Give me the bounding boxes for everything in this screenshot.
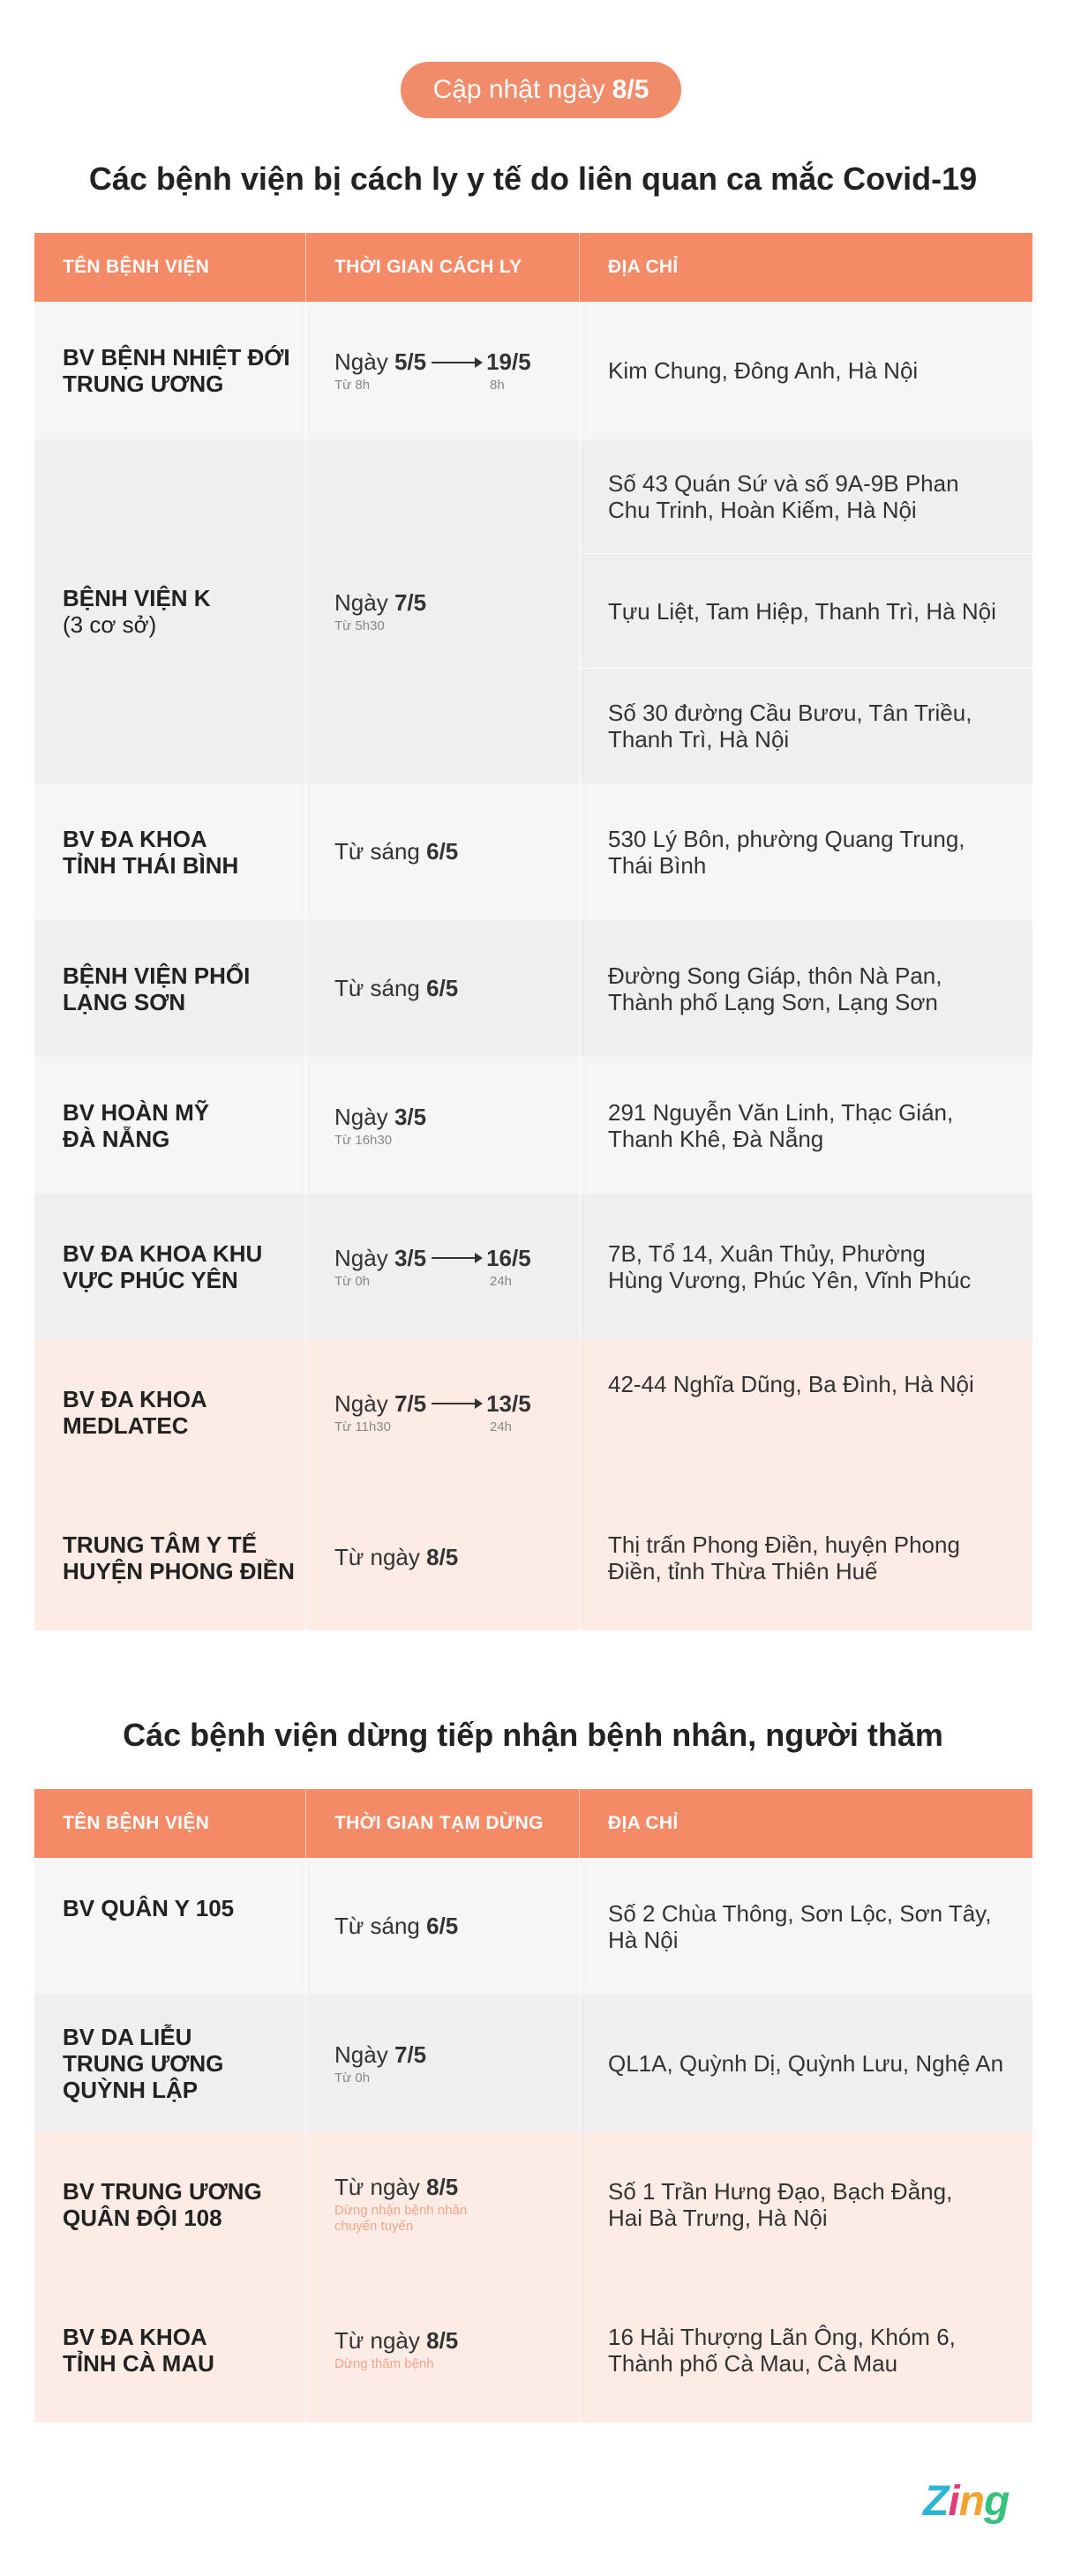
time-from: 6/5 (426, 975, 459, 1001)
time-prefix: Ngày (334, 1389, 388, 1417)
table2-title: Các bệnh viện dừng tiếp nhận bệnh nhân, người thăm (123, 1717, 943, 1753)
hospital-address: QL1A, Quỳnh Dị, Quỳnh Lưu, Nghệ An (608, 2049, 1004, 2077)
time-prefix: Từ ngày (334, 2327, 420, 2354)
logo-letter: n (958, 2478, 984, 2525)
hospital-name-sub: (3 cơ sở) (63, 611, 157, 638)
table-row (34, 1339, 1032, 1485)
hospital-address: 530 Lý Bôn, phường Quang Trung, Thái Bình (608, 825, 965, 879)
hospital-address: 7B, Tổ 14, Xuân Thủy, Phường Hùng Vương, Phúc Yên, Vĩnh Phúc (608, 1239, 972, 1293)
hospital-address: Số 1 Trần Hưng Đạo, Bạch Đằng, Hai Bà Trưng, Hà Nội (608, 2177, 953, 2231)
time-from-note: Từ 11h30 (334, 1419, 391, 1434)
hospital-name: BV ĐA KHOA TỈNH THÁI BÌNH (63, 825, 239, 879)
time-prefix: Từ sáng (334, 975, 420, 1001)
time-from: 6/5 (426, 1913, 459, 1939)
hospital-address: 291 Nguyễn Văn Linh, Thạc Gián, Thanh Khê, Đà Nẵng (608, 1098, 954, 1152)
time-to-note: 24h (490, 1419, 513, 1434)
time-from-note: Từ 16h30 (334, 1132, 393, 1148)
time-prefix: Ngày (334, 1103, 388, 1130)
time-from-note: Từ 0h (334, 2070, 371, 2086)
hospital-address: Thị trấn Phong Điền, huyện Phong Điền, tỉnh Thừa Thiên Huế (608, 1531, 960, 1584)
time-to: 16/5 (486, 1244, 531, 1271)
time-note: Dừng nhận bệnh nhân chuyển tuyến (334, 2203, 468, 2234)
table-row (34, 1485, 1032, 1630)
hospital-address: Tựu Liệt, Tam Hiệp, Thanh Trì, Hà Nội (608, 597, 996, 625)
hospital-name: BV DA LIỄU TRUNG ƯƠNG QUỲNH LẬP (63, 2023, 224, 2103)
hospital-address: Số 43 Quán Sứ và số 9A-9B Phan Chu Trinh, Hoàn Kiếm, Hà Nội (608, 469, 959, 523)
arrow-icon (432, 1403, 481, 1404)
time-to-note: 8h (490, 378, 505, 393)
logo-letter: Z (923, 2478, 949, 2525)
table-row (34, 783, 1032, 920)
header-address: ĐỊA CHỈ (608, 257, 679, 277)
time-from: 3/5 (394, 1244, 427, 1271)
table-header (34, 1789, 1032, 1858)
table-row (34, 1858, 1032, 1995)
badge-date: 8/5 (612, 75, 649, 104)
badge-prefix: Cập nhật ngày (432, 75, 605, 104)
table-row (34, 1194, 1032, 1339)
header-time: THỜI GIAN CÁCH LY (306, 233, 580, 302)
header-time: THỜI GIAN TẠM DỪNG (306, 1789, 580, 1858)
table-row (34, 2277, 1032, 2422)
hospital-name: BV HOÀN MỸ ĐÀ NẴNG (63, 1098, 210, 1152)
time-from: 7/5 (394, 589, 427, 616)
zing-logo (923, 2477, 1009, 2526)
hospital-name: BV ĐA KHOA TỈNH CÀ MAU (63, 2323, 214, 2377)
time-to: 19/5 (486, 348, 531, 375)
hospital-name: BV ĐA KHOA KHU VỰC PHÚC YÊN (63, 1239, 263, 1293)
hospital-name (63, 585, 211, 638)
time-prefix: Từ ngày (334, 2174, 420, 2200)
time-prefix: Ngày (334, 1244, 388, 1271)
hospital-name: BỆNH VIỆN PHỔI LẠNG SƠN (63, 962, 251, 1015)
table-row (34, 2131, 1032, 2277)
table-row (34, 302, 1032, 439)
time-from-note: Từ 0h (334, 1273, 371, 1289)
arrow-icon (432, 1257, 481, 1259)
time-prefix: Ngày (334, 589, 388, 616)
header-name: TÊN BỆNH VIỆN (34, 233, 306, 302)
hospital-name-text: BỆNH VIỆN K (63, 585, 211, 611)
hospital-name: TRUNG TÂM Y TẾ HUYỆN PHONG ĐIỀN (63, 1531, 295, 1584)
logo-letter: g (984, 2478, 1010, 2525)
hospital-address: Đường Song Giáp, thôn Nà Pan, Thành phố Lạng Sơn, Lạng Sơn (608, 962, 942, 1015)
table-row (34, 920, 1032, 1057)
time-note: Dừng thăm bệnh (334, 2356, 434, 2371)
table-row (34, 439, 1032, 783)
time-from-note: Từ 8h (334, 378, 371, 393)
time-from-note: Từ 5h30 (334, 618, 385, 633)
hospital-address: Số 30 đường Cầu Bươu, Tân Triều, Thanh Trì, Hà Nội (608, 700, 972, 753)
hospital-address: 42-44 Nghĩa Dũng, Ba Đình, Hà Nội (608, 1371, 974, 1397)
time-prefix: Ngày (334, 348, 388, 375)
time-to-note: 24h (490, 1273, 513, 1289)
time-to: 13/5 (486, 1389, 531, 1417)
time-from: 3/5 (394, 1103, 427, 1130)
arrow-icon (432, 362, 481, 363)
time-from: 6/5 (426, 838, 459, 865)
time-from: 7/5 (394, 1389, 427, 1417)
time-from: 8/5 (426, 1544, 459, 1570)
time-prefix: Từ sáng (334, 838, 420, 865)
table-row (34, 1057, 1032, 1194)
hospital-name: BV TRUNG ƯƠNG QUÂN ĐỘI 108 (63, 2177, 262, 2231)
table-header (34, 233, 1032, 302)
quarantine-table (34, 233, 1032, 1630)
logo-letter: i (948, 2478, 959, 2525)
time-prefix: Từ sáng (334, 1913, 420, 1939)
hospital-name: BV ĐA KHOA MEDLATEC (63, 1385, 206, 1439)
hospital-address: 16 Hải Thượng Lãn Ông, Khóm 6, Thành phố Cà Mau, Cà Mau (608, 2323, 956, 2377)
hospital-name: BV QUÂN Y 105 (63, 1895, 235, 1921)
time-from: 7/5 (394, 2041, 427, 2068)
hospital-address: Kim Chung, Đông Anh, Hà Nội (608, 357, 919, 384)
table1-title: Các bệnh viện bị cách ly y tế do liên quan ca mắc Covid-19 (88, 161, 978, 197)
time-from: 8/5 (426, 2327, 459, 2354)
time-from: 8/5 (426, 2174, 459, 2200)
hospital-name: BV BỆNH NHIỆT ĐỚI TRUNG ƯƠNG (63, 344, 290, 397)
suspension-table (34, 1789, 1032, 2422)
update-badge (401, 62, 681, 118)
header-address: ĐỊA CHỈ (608, 1813, 679, 1833)
time-prefix: Ngày (334, 2041, 388, 2068)
table-row (34, 1995, 1032, 2131)
header-name: TÊN BỆNH VIỆN (34, 1789, 306, 1858)
hospital-address: Số 2 Chùa Thông, Sơn Lộc, Sơn Tây, Hà Nội (608, 1899, 992, 1953)
time-from: 5/5 (394, 348, 427, 375)
time-prefix: Từ ngày (334, 1544, 420, 1570)
